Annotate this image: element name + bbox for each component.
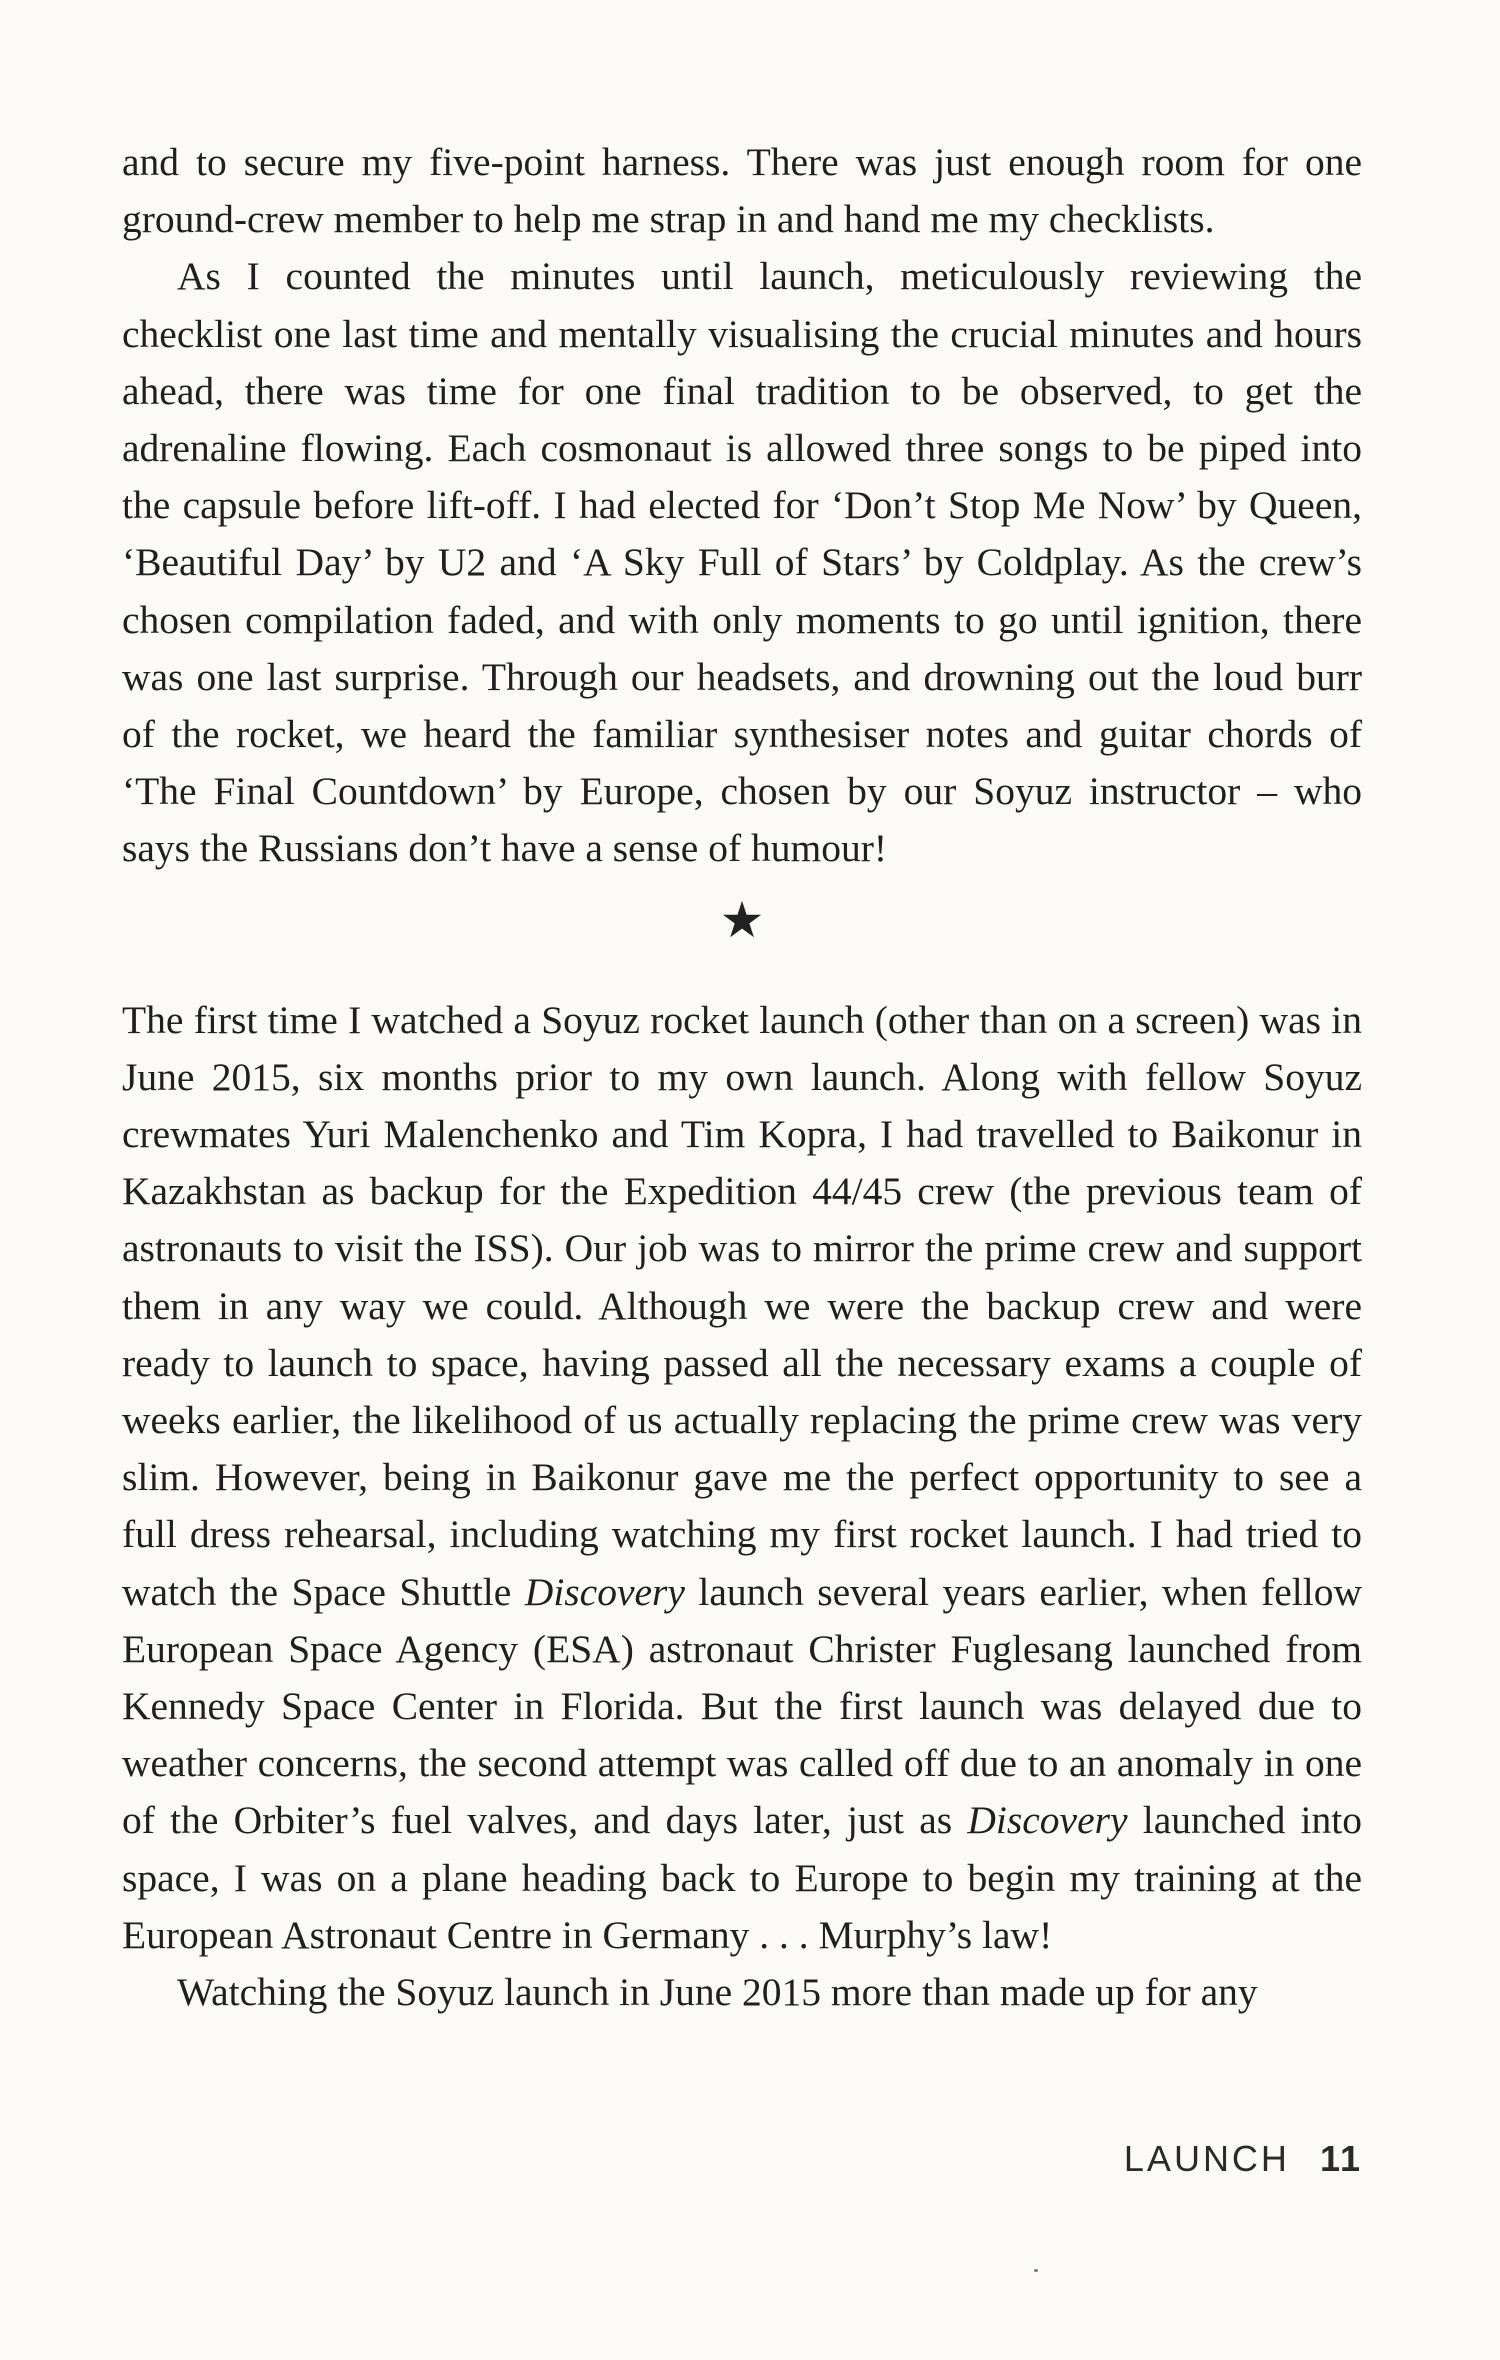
paragraph-launch-songs: As I counted the minutes until launch, meticulously reviewing the checklist one last time and mentally visualising the crucial minutes and hours ahead, there was time for one final tradition to be observed, to get the adrenaline flowing. Each cosmonaut is allowed three songs to be piped into the capsule before lift-off. I had elected for ‘Don’t Stop Me Now’ by Queen, ‘Beautiful Day’ by U2 and ‘A Sky Full of Stars’ by Coldplay. As the crew’s chosen compilation faded, and with only moments to go until ignition, there was one last surprise. Through our headsets, and drowning out the loud burr of the rocket, we heard the familiar synthesiser notes and guitar chords of ‘The Final Countdown’ by Europe, chosen by our Soyuz instructor – who says the Russians don’t have a sense of humour! bbox=[122, 254, 1362, 871]
page-body bbox=[122, 134, 1362, 2021]
page-footer bbox=[1124, 2138, 1362, 2180]
italic-ship-name: Discovery bbox=[967, 1798, 1128, 1843]
paragraph-continuation: and to secure my five-point harness. There was just enough room for one ground-crew member to help me strap in and hand me my checklists. bbox=[122, 140, 1362, 242]
paragraph-first-launch bbox=[122, 992, 1362, 1964]
text-span: launch several years earlier, when fellow European Space Agency (ESA) astronaut Christer Fuglesang launched from Kennedy Space Center in Florida. But the first launch was delayed due to weather concerns, the second attempt was called off due to an anomaly in one of the Orbiter’s fuel valves, and days later, just as bbox=[122, 1569, 1362, 1843]
chapter-label: LAUNCH bbox=[1123, 2138, 1290, 2179]
italic-ship-name: Discovery bbox=[524, 1569, 685, 1614]
star-icon: ★ bbox=[719, 890, 765, 949]
section-break bbox=[122, 878, 1362, 992]
text-span: The first time I watched a Soyuz rocket launch (other than on a screen) was in June 2015, six months prior to my own launch. Along with fellow Soyuz crewmates Yuri Malenchenko and Tim Kopra, I had travelled to Baikonur in Kazakhstan as backup for the Expedition 44/45 crew (the previous team of astronauts to visit the ISS). Our job was to mirror the prime crew and support them in any way we could. Although we were the backup crew and were ready to launch to space, having passed all the necessary exams a couple of weeks earlier, the likelihood of us actually replacing the prime crew was very slim. However, being in Baikonur gave me the perfect opportunity to see a full dress rehearsal, including watching my first rocket launch. I had tried to watch the Space Shuttle bbox=[122, 997, 1362, 1614]
paragraph-watching-soyuz: Watching the Soyuz launch in June 2015 more than made up for any bbox=[177, 1970, 1258, 2015]
text-span: launched into space, I was on a plane heading back to Europe to begin my training at the European Astronaut Centre in Germany . . . Murphy’s law! bbox=[122, 1798, 1362, 1957]
paper-speck bbox=[1034, 2269, 1038, 2272]
page-number: 11 bbox=[1319, 2138, 1362, 2179]
